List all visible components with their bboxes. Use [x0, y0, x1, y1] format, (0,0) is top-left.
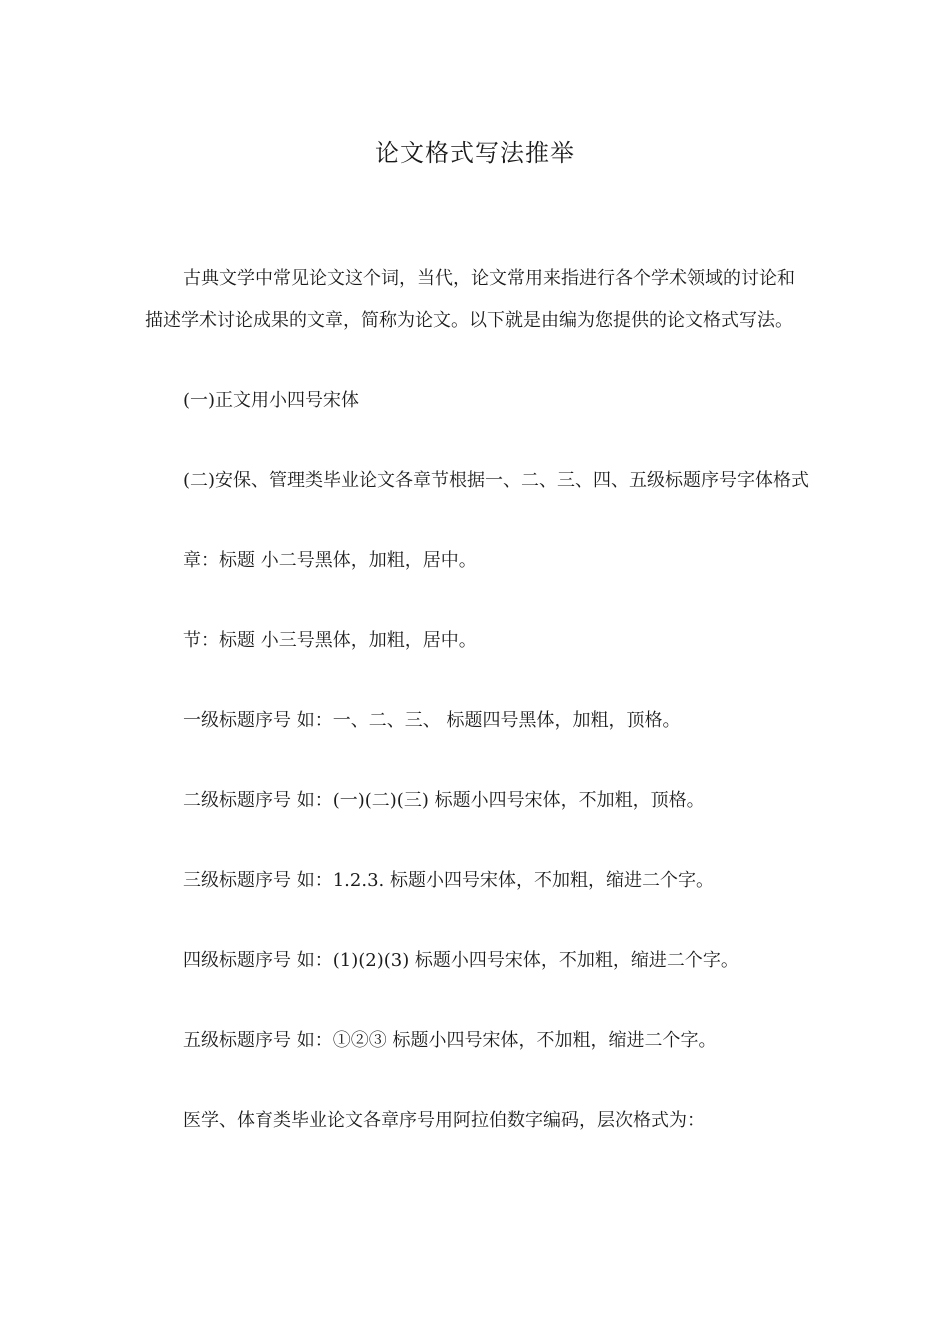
paragraph-level-5: 五级标题序号 如：①②③ 标题小四号宋体，不加粗，缩进二个字。	[183, 1030, 717, 1051]
paragraph-medical: 医学、体育类毕业论文各章序号用阿拉伯数字编码，层次格式为：	[183, 1110, 705, 1131]
paragraph-chapter: 章：标题 小二号黑体，加粗，居中。	[183, 550, 477, 571]
paragraph-heading-format: (二)安保、管理类毕业论文各章节根据一、二、三、四、五级标题序号字体格式	[183, 470, 810, 491]
paragraph-level-1: 一级标题序号 如：一、二、三、 标题四号黑体，加粗，顶格。	[183, 710, 681, 731]
paragraph-section: 节：标题 小三号黑体，加粗，居中。	[183, 630, 477, 651]
paragraph-body-font: (一)正文用小四号宋体	[183, 390, 360, 411]
document-title: 论文格式写法推举	[375, 139, 575, 167]
paragraph-intro: 古典文学中常见论文这个词，当代，论文常用来指进行各个学术领域的讨论和描述学术讨论成果的文章，简称为论文。以下就是由编为您提供的论文格式写法。	[145, 268, 795, 331]
paragraph-level-4: 四级标题序号 如：(1)(2)(3) 标题小四号宋体，不加粗，缩进二个字。	[183, 950, 739, 971]
document-body	[145, 258, 810, 1142]
paragraph-level-2: 二级标题序号 如：(一)(二)(三) 标题小四号宋体，不加粗，顶格。	[183, 790, 705, 811]
paragraph-level-3: 三级标题序号 如：1.2.3. 标题小四号宋体，不加粗，缩进二个字。	[183, 870, 714, 891]
